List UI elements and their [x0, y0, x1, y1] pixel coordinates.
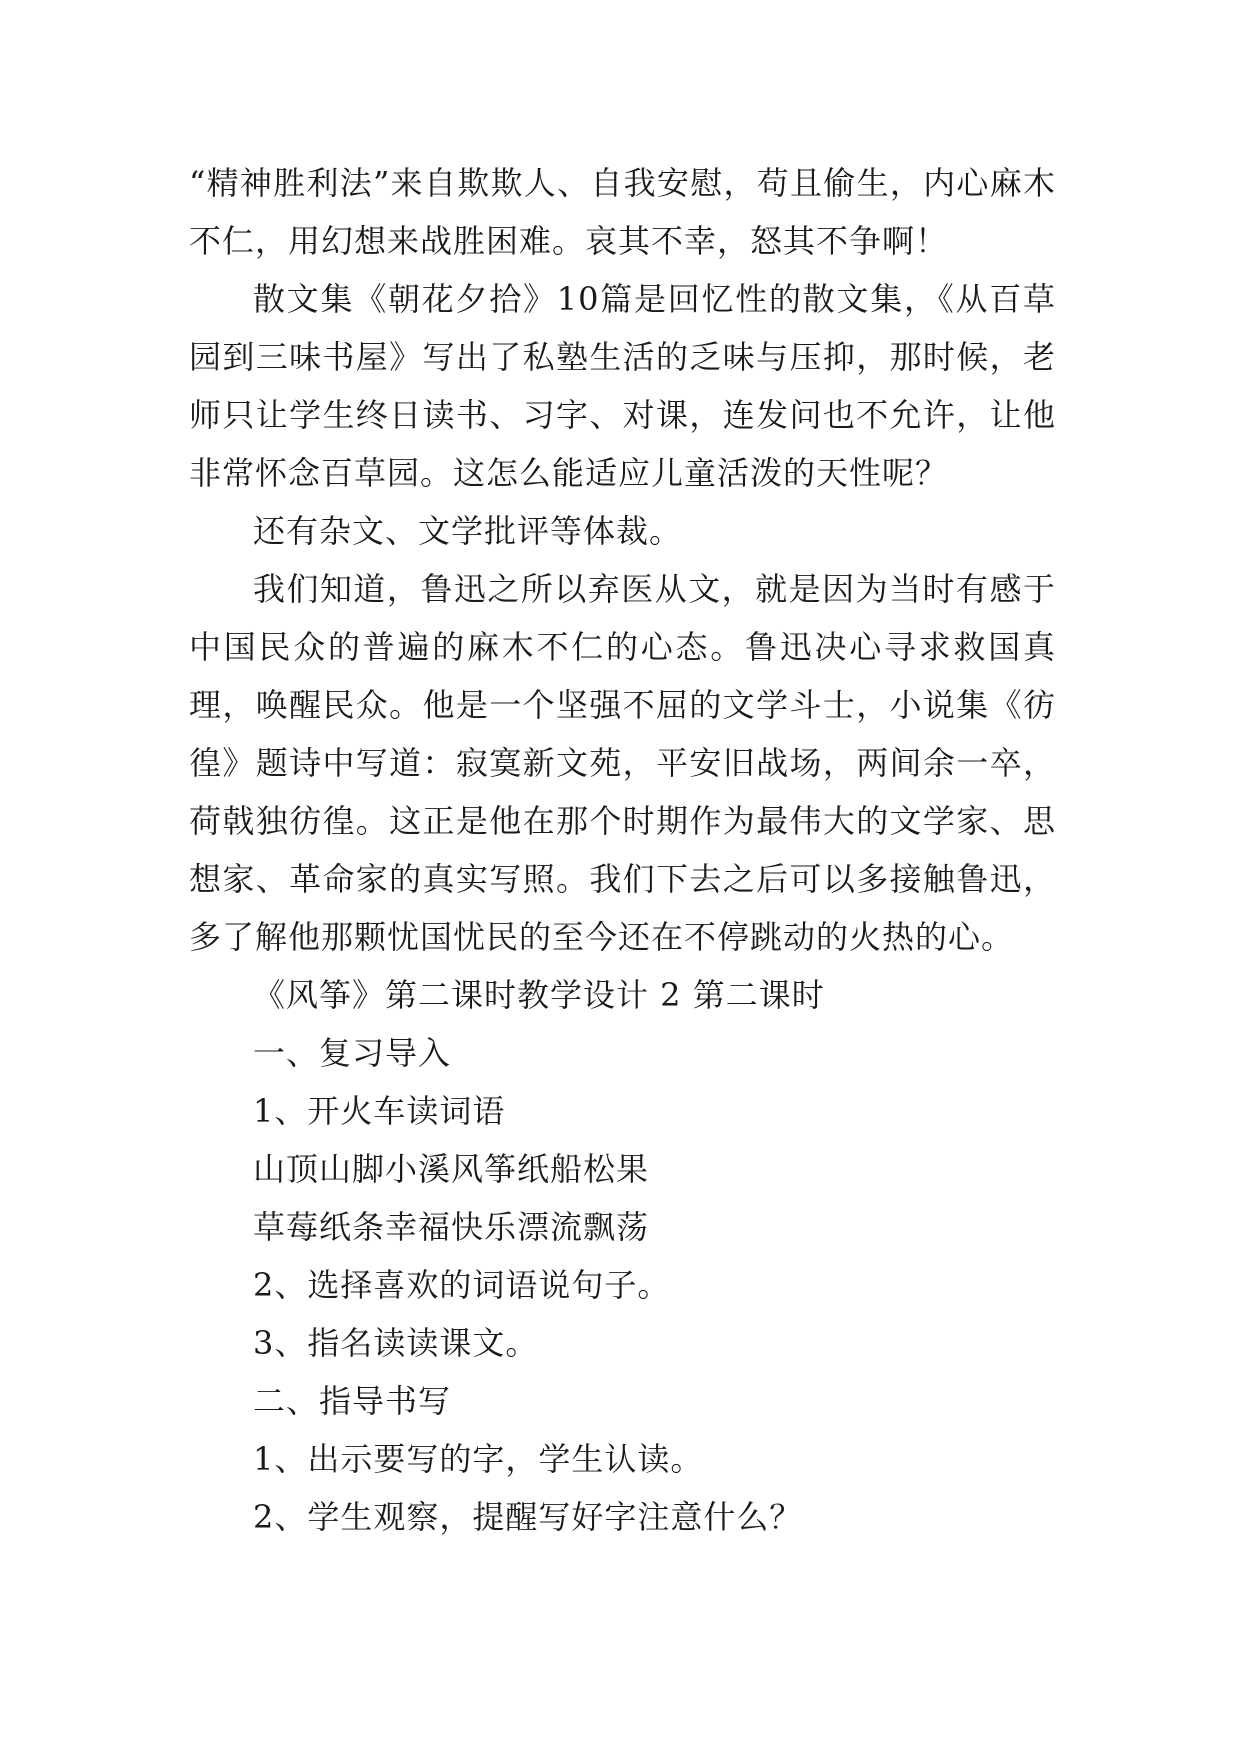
step-read-words: 1、开火车读词语 [253, 1092, 506, 1130]
word-list-row-1: 山顶山脚小溪风筝纸船松果 [253, 1150, 650, 1188]
paragraph-spiritual-victory: “精神胜利法”来自欺欺人、自我安慰，苟且偷生，内心麻木不仁，用幻想来战胜困难。哀其不幸，怒其不争啊！ [189, 164, 1056, 260]
word-list-row-2: 草莓纸条幸福快乐漂流飘荡 [253, 1208, 650, 1246]
step-read-text: 3、指名读读课文。 [253, 1324, 539, 1362]
step-show-characters: 1、出示要写的字，学生认读。 [253, 1440, 704, 1478]
paragraph-other-genres: 还有杂文、文学批评等体裁。 [253, 512, 683, 550]
lesson-title: 《风筝》第二课时教学设计 2 第二课时 [253, 976, 825, 1014]
document-body [189, 154, 1056, 1546]
paragraph-dawn-blossoms: 散文集《朝花夕拾》10篇是回忆性的散文集，《从百草园到三味书屋》写出了私塾生活的乏味与压抑，那时候，老师只让学生终日读书、习字、对课，连发问也不允许，让他非常怀念百草园。这怎么能适应儿童活泼的天性呢？ [189, 280, 1056, 492]
section-heading-review: 一、复习导入 [253, 1034, 452, 1072]
step-observe-writing: 2、学生观察，提醒写好字注意什么？ [253, 1498, 803, 1536]
paragraph-lu-xun-career: 我们知道，鲁迅之所以弃医从文，就是因为当时有感于中国民众的普遍的麻木不仁的心态。鲁迅决心寻求救国真理，唤醒民众。他是一个坚强不屈的文学斗士，小说集《彷徨》题诗中写道：寂寞新文苑，平安旧战场，两间余一卒，荷戟独彷徨。这正是他在那个时期作为最伟大的文学家、思想家、革命家的真实写照。我们下去之后可以多接触鲁迅，多了解他那颗忧国忧民的至今还在不停跳动的火热的心。 [189, 570, 1056, 956]
step-make-sentences: 2、选择喜欢的词语说句子。 [253, 1266, 671, 1304]
section-heading-writing: 二、指导书写 [253, 1382, 452, 1420]
